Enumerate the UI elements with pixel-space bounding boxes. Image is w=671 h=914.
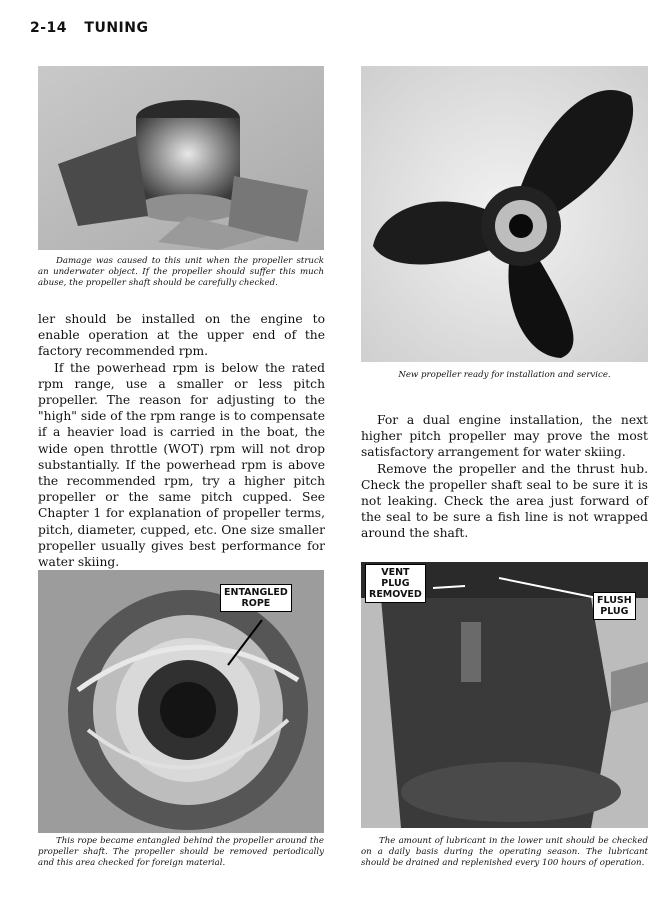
new-propeller-photo	[361, 66, 648, 362]
lower-unit-caption: The amount of lubricant in the lower unit should be checked on a daily basis during the operating season. The lubricant should be drained and replenished every 100 hours of operation.	[361, 836, 648, 869]
right-paragraph-1: For a dual engine installation, the next higher pitch propeller may prove the most satisfactory arrangement for water skiing.	[361, 413, 648, 460]
entangled-rope-callout: ENTANGLED ROPE	[220, 584, 292, 612]
damaged-propeller-photo	[38, 66, 324, 250]
lower-unit-photo	[361, 562, 648, 828]
section-title: TUNING	[84, 20, 149, 36]
right-column-text	[361, 412, 648, 542]
page-number: 2-14	[30, 20, 68, 36]
new-propeller-caption: New propeller ready for installation and service.	[398, 370, 611, 380]
left-column-text	[38, 311, 325, 570]
left-paragraph-1: ler should be installed on the engine to enable operation at the upper end of the factory recommended rpm.	[38, 312, 325, 359]
right-paragraph-2: Remove the propeller and the thrust hub. Check the propeller shaft seal to be sure it is not leaking. Check the area just forward of the seal to be sure a fish line is not wrapped around the shaft.	[361, 461, 648, 541]
entangled-rope-caption: This rope became entangled behind the propeller around the propeller shaft. The propeller should be removed periodically and this area checked for foreign material.	[38, 836, 324, 869]
vent-plug-callout: VENT PLUG REMOVED	[365, 564, 426, 603]
flush-plug-callout: FLUSH PLUG	[593, 592, 636, 620]
damaged-propeller-caption: Damage was caused to this unit when the propeller struck an underwater object. If the propeller should suffer this much abuse, the propeller shaft should be carefully checked.	[38, 256, 324, 289]
page-header	[30, 20, 148, 36]
entangled-rope-photo	[38, 570, 324, 833]
left-paragraph-2: If the powerhead rpm is below the rated rpm range, use a smaller or less pitch propeller. The reason for adjusting to the "high" side of the rpm range is to compensate if a heavier load is carried in the boat, the wide open throttle (WOT) rpm will not drop substantially. If the powerhead rpm is above the recommended rpm, try a higher pitch propeller or the same pitch cupped. See Chapter 1 for explanation of propeller terms, pitch, diameter, cupped, etc. One size smaller propeller usually gives best performance for water skiing.	[38, 360, 325, 570]
